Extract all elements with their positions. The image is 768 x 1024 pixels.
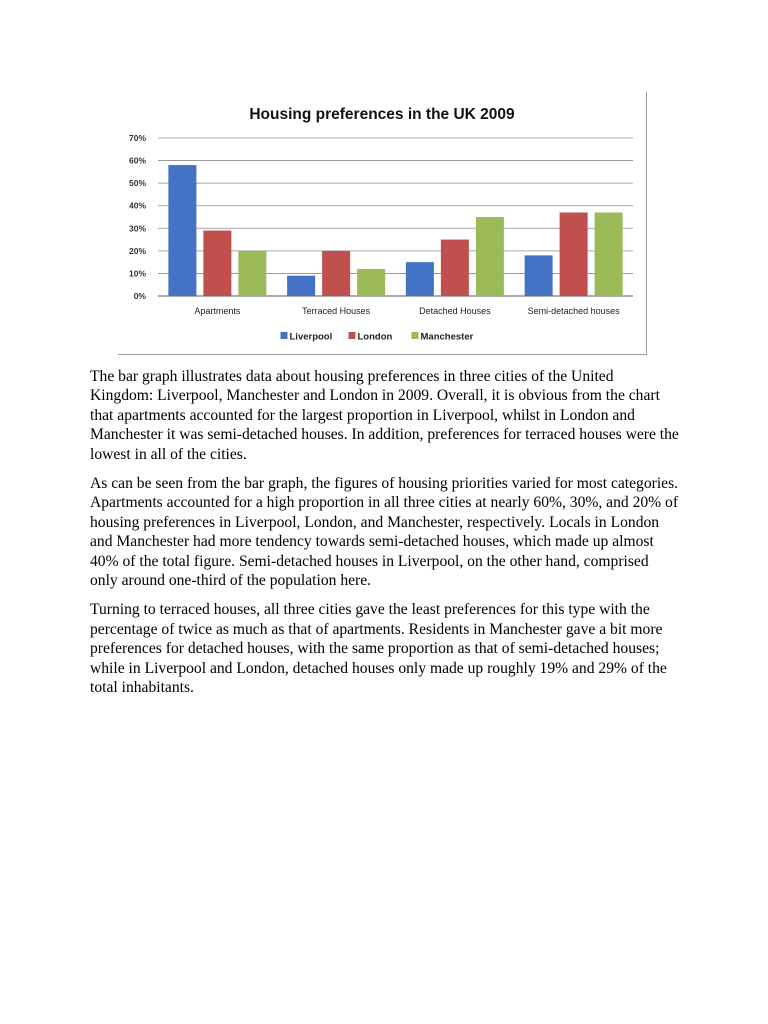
report-text <box>90 367 680 708</box>
bar-manchester-1 <box>357 269 385 296</box>
legend-swatch-manchester <box>412 332 419 339</box>
x-category-label: Terraced Houses <box>302 306 371 316</box>
bars <box>168 165 622 296</box>
x-category-label: Detached Houses <box>419 306 491 316</box>
chart-figure <box>118 92 647 355</box>
bar-london-0 <box>203 231 231 296</box>
y-tick-label: 70% <box>128 133 146 143</box>
legend <box>281 332 474 343</box>
x-category-label: Apartments <box>194 306 241 316</box>
y-tick-label: 60% <box>128 155 146 166</box>
legend-label-liverpool: Liverpool <box>289 331 333 343</box>
y-axis-ticks <box>129 133 146 301</box>
bar-london-2 <box>441 240 469 296</box>
bar-liverpool-1 <box>287 276 315 296</box>
paragraph-1: The bar graph illustrates data about housing preferences in three cities of the United Kingdom: Liverpool, Manchester and London in 2009. Overall, it is obvious from the chart that apartments accounted for the largest proportion in Liverpool, whilst in London and Manchester it was semi-detached houses. In addition, preferences for terraced houses were the lowest in all of the cities. <box>90 368 679 463</box>
y-tick-label: 50% <box>128 178 146 189</box>
bar-manchester-0 <box>238 251 266 296</box>
paragraph-3: Turning to terraced houses, all three cities gave the least preferences for this type with the percentage of twice as much as that of apartments. Residents in Manchester gave a bit more preferences for detached houses, with the same proportion as that of semi-detached houses; while in Liverpool and London, detached houses only made up roughly 19% and 29% of the total inhabitants. <box>90 601 667 697</box>
bar-manchester-3 <box>595 212 623 296</box>
bar-manchester-2 <box>476 217 504 296</box>
chart-title: Housing preferences in the UK 2009 <box>249 106 515 123</box>
legend-swatch-liverpool <box>281 332 288 339</box>
legend-label-london: London <box>357 331 393 343</box>
legend-label-manchester: Manchester <box>420 331 474 343</box>
bar-london-3 <box>560 212 588 296</box>
y-tick-label: 10% <box>128 268 146 279</box>
bar-liverpool-3 <box>525 255 553 296</box>
y-tick-label: 0% <box>133 291 146 301</box>
paragraph-2: As can be seen from the bar graph, the figures of housing priorities varied for most categories. Apartments accounted for a high proportion in all three cities at nearly 60%, 30%, and 20% of housing preferences in Liverpool, London, and Manchester, respectively. Locals in London and Manchester had more tendency towards semi-detached houses, which made up almost 40% of the total figure. Semi-detached houses in Liverpool, on the other hand, comprised only around one-third of the population here. <box>90 475 679 590</box>
bar-liverpool-2 <box>406 262 434 296</box>
x-category-label: Semi-detached houses <box>527 306 620 316</box>
y-tick-label: 20% <box>128 245 146 256</box>
bar-chart <box>118 92 646 354</box>
x-axis-categories <box>194 306 620 316</box>
bar-liverpool-0 <box>168 165 196 296</box>
bar-london-1 <box>322 251 350 296</box>
y-tick-label: 40% <box>128 200 146 211</box>
y-tick-label: 30% <box>128 223 146 234</box>
legend-swatch-london <box>349 332 356 339</box>
